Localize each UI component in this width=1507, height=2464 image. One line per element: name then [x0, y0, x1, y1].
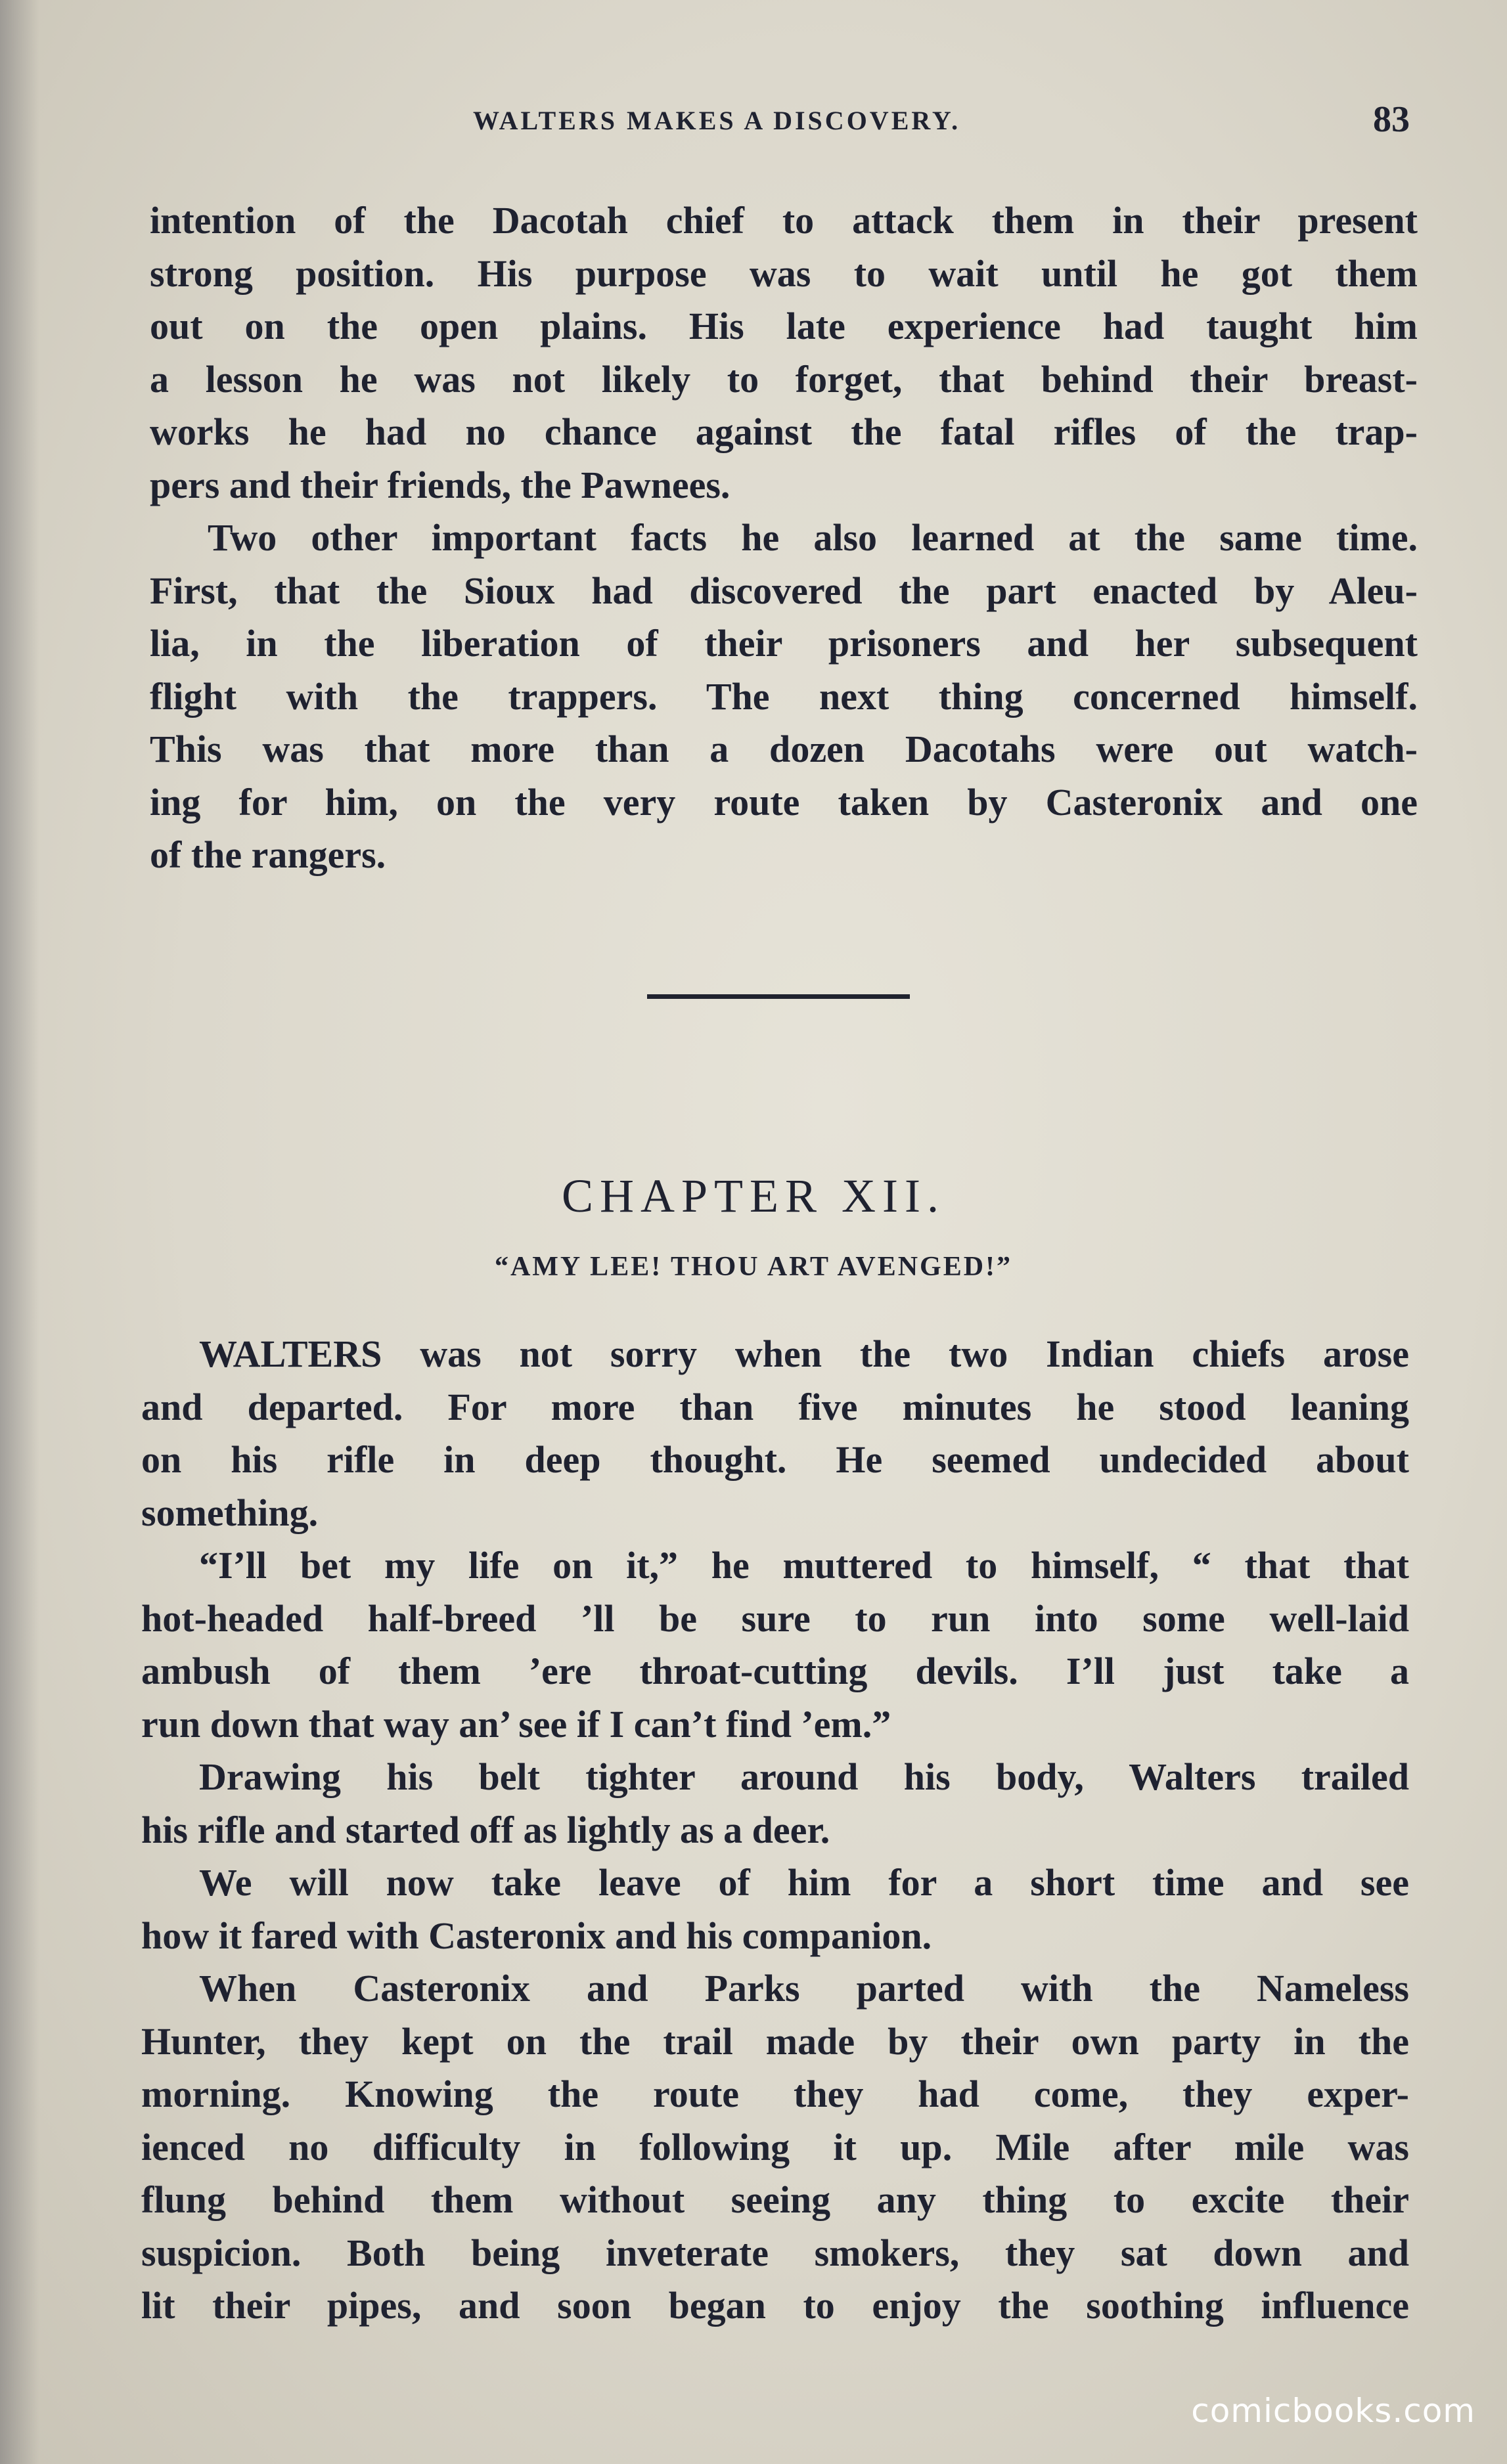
text-line: hot-headed half-breed ’ll be sure to run into some well-laid — [141, 1596, 1409, 1640]
section-divider — [647, 994, 910, 999]
text-line: his rifle and started off as lightly as a deer. — [141, 1808, 830, 1851]
text-line: on his rifle in deep thought. He seemed undecided about — [141, 1438, 1409, 1481]
text-line: and departed. For more than five minutes he stood leaning — [141, 1385, 1409, 1428]
text-line: ing for him, on the very route taken by Casteronix and one — [150, 780, 1418, 824]
chapter-title: CHAPTER XII. — [562, 1170, 945, 1222]
page-header — [0, 99, 1507, 158]
section-1-text — [150, 194, 1418, 882]
text-line: “I’ll bet my life on it,” he muttered to himself, “ that that — [199, 1544, 1409, 1587]
page-gutter-shadow — [0, 0, 39, 2464]
text-line: pers and their friends, the Pawnees. — [150, 463, 731, 506]
running-head: WALTERS MAKES A DISCOVERY. — [473, 106, 961, 135]
text-line: We will now take leave of him for a short time and see — [199, 1861, 1409, 1904]
text-line: First, that the Sioux had discovered the part enacted by Aleu- — [150, 569, 1418, 612]
text-line: WALTERS was not sorry when the two Indian chiefs arose — [199, 1332, 1409, 1375]
text-line: suspicion. Both being inveterate smokers, they sat down and — [141, 2231, 1409, 2274]
text-line: intention of the Dacotah chief to attack them in their present — [150, 199, 1418, 242]
text-line: flung behind them without seeing any thing to excite their — [141, 2178, 1409, 2221]
text-line: works he had no chance against the fatal rifles of the trap- — [150, 410, 1418, 453]
text-line: morning. Knowing the route they had come, they exper- — [141, 2073, 1409, 2115]
text-line: lia, in the liberation of their prisoners and her subsequent — [150, 622, 1418, 665]
text-line: When Casteronix and Parks parted with the Nameless — [199, 1967, 1409, 2010]
watermark: comicbooks.com — [1191, 2392, 1475, 2430]
text-line: ambush of them ’ere throat-cutting devils. I’ll just take a — [141, 1650, 1409, 1692]
text-line: Drawing his belt tighter around his body, Walters trailed — [199, 1755, 1409, 1798]
text-line: run down that way an’ see if I can’t find ’em.” — [141, 1702, 891, 1746]
text-line: how it fared with Casteronix and his companion. — [141, 1914, 932, 1957]
text-line: a lesson he was not likely to forget, that behind their breast- — [150, 357, 1418, 401]
text-line: out on the open plains. His late experience had taught him — [150, 305, 1418, 347]
text-line: flight with the trappers. The next thing concerned himself. — [150, 674, 1418, 718]
text-line: This was that more than a dozen Dacotahs were out watch- — [150, 728, 1418, 770]
text-line: something. — [141, 1491, 319, 1534]
text-line: ienced no difficulty in following it up. Mile after mile was — [141, 2125, 1409, 2168]
section-2-text — [141, 1328, 1409, 2333]
chapter-subtitle: “AMY LEE! THOU ART AVENGED!” — [494, 1252, 1013, 1282]
page-number: 83 — [1373, 99, 1410, 140]
text-line: Hunter, they kept on the trail made by their own party in the — [141, 2019, 1409, 2063]
text-line: lit their pipes, and soon began to enjoy the soothing influence — [141, 2284, 1409, 2327]
text-line: Two other important facts he also learned at the same time. — [208, 516, 1418, 559]
text-line: of the rangers. — [150, 833, 386, 876]
text-line: strong position. His purpose was to wait until he got them — [150, 252, 1418, 295]
